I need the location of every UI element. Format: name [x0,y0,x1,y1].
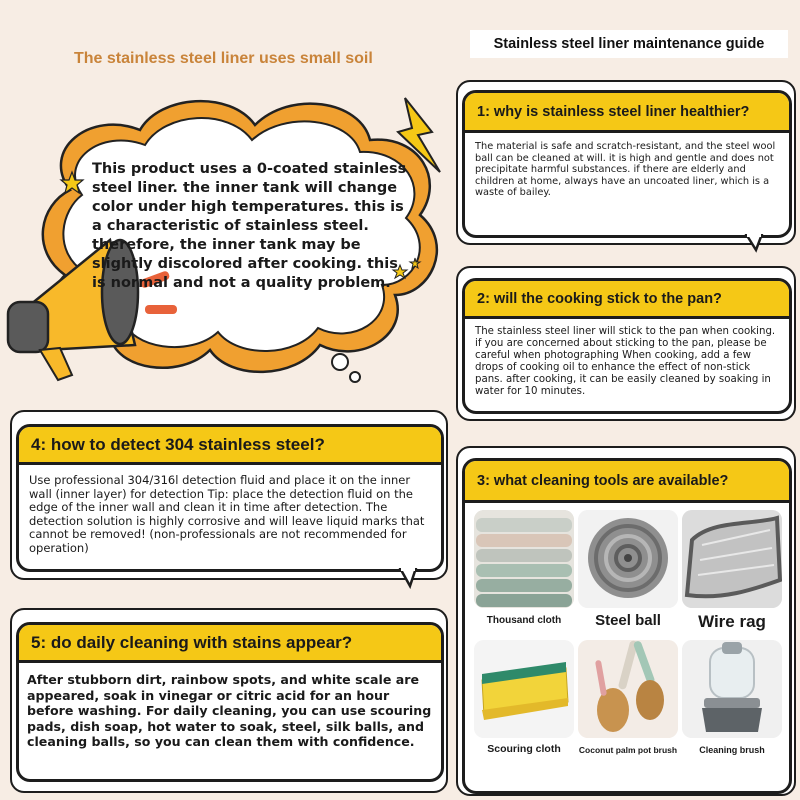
tool-label: Cleaning brush [699,745,765,755]
section-4-card [16,424,444,572]
section-4-title: 4: how to detect 304 stainless steel? [19,427,441,465]
section-3-title: 3: what cleaning tools are available? [465,461,789,503]
section-1-body: The material is safe and scratch-resistant, and the steel wool ball can be cleaned at will. it is high and gentle and does not precipitate harmful substances. if there are elderly and children at home, always have an uncoated liner, which is a waste of bailey. [475,141,776,198]
guide-title: Stainless steel liner maintenance guide [470,30,788,58]
section-5-title: 5: do daily cleaning with stains appear? [19,625,441,663]
bubble [350,372,360,382]
wire-rag-icon [682,510,782,608]
tool-label: Thousand cloth [486,615,562,626]
section-4-body: Use professional 304/316l detection fluid and place it on the inner wall (inner layer) for detection Tip: place the detection fluid on the edge of the inner wall and clean it in time after detection. The detection solution is highly corrosive and will leave liquid marks that cannot be removed! (non-professionals are not recommended for operation) [29,473,425,555]
sponge-icon [474,640,574,738]
section-5-body: After stubborn dirt, rainbow spots, and white scale are appeared, soak in vinegar or citric acid for an hour before washing. For daily cleaning, you can use scouring pads, dish soap, hot water to soak, steel, silk balls, and cleaning balls, so you can clean them with confidence. [27,672,432,749]
dish-brush-icon [682,640,782,738]
tool-label: Coconut palm pot brush [578,745,678,755]
bubble [332,354,348,370]
card-tail [398,568,422,590]
headline: The stainless steel liner uses small soil [74,50,373,67]
card-tail [744,234,766,254]
cloud-description: This product uses a 0-coated stainless steel liner. the inner tank will change color under high temperatures. this is a characteristic of stainless steel. therefore, the inner tank may be slightly discolored after cooking. this is normal and not a quality problem. [92,161,407,291]
steel-wool-ball-icon [578,510,678,608]
section-5-card [16,622,444,782]
section-2-card [462,278,792,414]
tool-label: Wire rag [698,612,766,631]
section-1-title: 1: why is stainless steel liner healthier? [465,93,789,133]
section-2-body: The stainless steel liner will stick to the pan when cooking. if you are concerned about sticking to the pan, please be careful when photographing When cooking, add a few drops of cooking oil to enhance the effect of non-stick pans. after cooking, it can be easily cleaned by soaking in water for 10 minutes. [475,326,776,397]
section-1-card [462,90,792,238]
tool-label: Steel ball [595,612,661,629]
tool-label: Scouring cloth [487,743,561,755]
stacked-cloth-icon [474,510,574,608]
section-2-title: 2: will the cooking stick to the pan? [465,281,789,319]
palm-brush-icon [578,640,678,738]
